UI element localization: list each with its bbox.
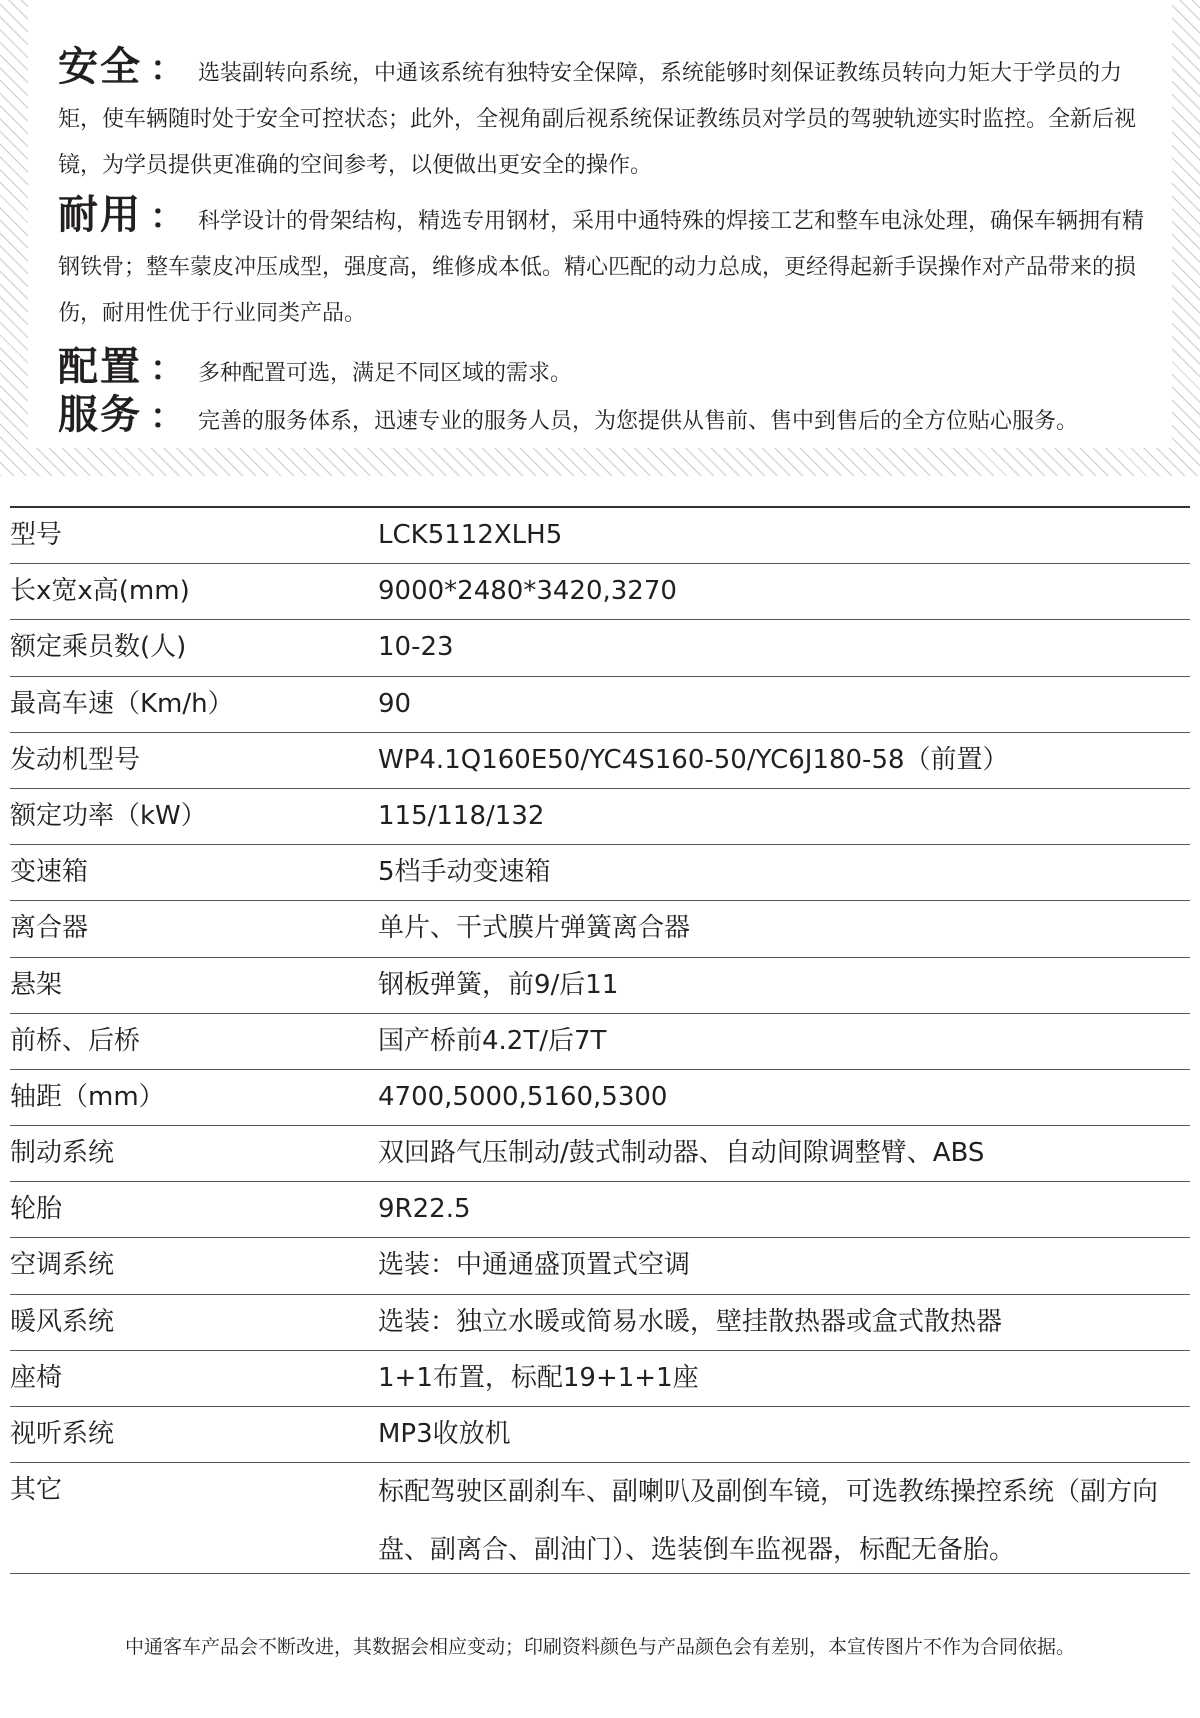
feature-colon: ： (150, 397, 184, 437)
feature-durability (58, 192, 1158, 337)
spec-label: 长x宽x高(mm) (10, 576, 190, 607)
feature-title: 安全 (58, 44, 142, 90)
table-row (10, 1295, 1190, 1351)
spec-value: 9000*2480*3420,3270 (378, 576, 677, 607)
spec-value: 9R22.5 (378, 1194, 471, 1225)
table-row (10, 620, 1190, 676)
spec-label: 其它 (10, 1475, 63, 1506)
disclaimer-footer: 中通客车产品会不断改进，其数据会相应变动；印刷资料颜色与产品颜色会有差别，本宣传图片不作为合同依据。 (124, 1636, 1075, 1658)
table-row (10, 564, 1190, 620)
table-row (10, 1238, 1190, 1294)
spec-label: 视听系统 (10, 1419, 115, 1449)
feature-safety (58, 44, 1158, 189)
spec-label: 暖风系统 (10, 1306, 115, 1337)
spec-label: 悬架 (10, 969, 63, 1000)
feature-service (58, 392, 1158, 445)
table-row (10, 733, 1190, 789)
table-row (10, 1014, 1190, 1070)
spec-value: 单片、干式膜片弹簧离合器 (378, 913, 691, 944)
spec-label: 轮胎 (10, 1194, 63, 1225)
feature-title: 耐用 (58, 192, 142, 238)
spec-label: 座椅 (10, 1362, 63, 1393)
table-row (10, 958, 1190, 1014)
feature-configuration (58, 344, 1158, 397)
spec-value: 双回路气压制动/鼓式制动器、自动间隙调整臂、ABS (378, 1138, 985, 1169)
spec-value: 4700,5000,5160,5300 (378, 1081, 668, 1112)
spec-label: 轴距（mm） (10, 1081, 165, 1112)
spec-label: 型号 (10, 520, 63, 550)
spec-label: 额定乘员数(人) (10, 632, 187, 663)
spec-value: WP4.1Q160E50/YC4S160-50/YC6J180-58（前置） (378, 744, 1009, 775)
spec-value: 90 (378, 688, 412, 719)
table-row (10, 845, 1190, 901)
spec-value: 5档手动变速箱 (378, 857, 551, 888)
spec-value: 选装：独立水暖或简易水暖，壁挂散热器或盒式散热器 (378, 1306, 1003, 1337)
feature-text: 完善的服务体系，迅速专业的服务人员，为您提供从售前、售中到售后的全方位贴心服务。 (198, 409, 1079, 434)
spec-label: 前桥、后桥 (10, 1025, 141, 1056)
feature-colon: ： (150, 349, 184, 389)
table-row (10, 1182, 1190, 1238)
feature-colon: ： (150, 49, 184, 89)
table-row (10, 789, 1190, 845)
table-row (10, 1351, 1190, 1407)
table-row (10, 508, 1190, 564)
table-row (10, 677, 1190, 733)
feature-text: 多种配置可选，满足不同区域的需求。 (198, 361, 573, 386)
feature-text: 选装副转向系统，中通该系统有独特安全保障，系统能够时刻保证教练员转向力矩大于学员的力矩，使车辆随时处于安全可控状态；此外，全视角副后视系统保证教练员对学员的驾驶轨迹实时监控。全新后视镜，为学员提供更准确的空间参考，以便做出更安全的操作。 (58, 61, 1137, 178)
spec-value: 10-23 (378, 632, 454, 663)
feature-title: 配置 (58, 344, 142, 390)
spec-value: 钢板弹簧，前9/后11 (378, 969, 619, 1000)
spec-table (10, 506, 1190, 1574)
spec-value: 国产桥前4.2T/后7T (378, 1025, 607, 1056)
spec-value: 1+1布置，标配19+1+1座 (378, 1362, 699, 1393)
table-row (10, 1070, 1190, 1126)
spec-label: 离合器 (10, 913, 89, 944)
spec-value: LCK5112XLH5 (378, 520, 563, 550)
spec-label: 发动机型号 (10, 744, 141, 775)
spec-value: 115/118/132 (378, 800, 545, 831)
spec-label: 额定功率（kW） (10, 800, 207, 831)
spec-label: 最高车速（Km/h） (10, 688, 234, 719)
feature-text: 科学设计的骨架结构，精选专用钢材，采用中通特殊的焊接工艺和整车电泳处理，确保车辆拥有精钢铁骨；整车蒙皮冲压成型，强度高，维修成本低。精心匹配的动力总成，更经得起新手误操作对产品带来的损伤，耐用性优于行业同类产品。 (58, 209, 1145, 326)
table-row (10, 1463, 1190, 1574)
spec-value: 选装：中通通盛顶置式空调 (378, 1250, 691, 1281)
table-row (10, 1407, 1190, 1463)
feature-colon: ： (150, 197, 184, 237)
table-row (10, 1126, 1190, 1182)
spec-value: MP3收放机 (378, 1419, 511, 1449)
spec-value: 标配驾驶区副刹车、副喇叭及副倒车镜，可选教练操控系统（副方向盘、副离合、副油门）、选装倒车监视器，标配无备胎。 (378, 1477, 1159, 1566)
spec-label: 空调系统 (10, 1250, 115, 1281)
table-row (10, 901, 1190, 957)
spec-label: 变速箱 (10, 857, 89, 888)
feature-title: 服务 (58, 392, 142, 438)
spec-label: 制动系统 (10, 1138, 115, 1169)
